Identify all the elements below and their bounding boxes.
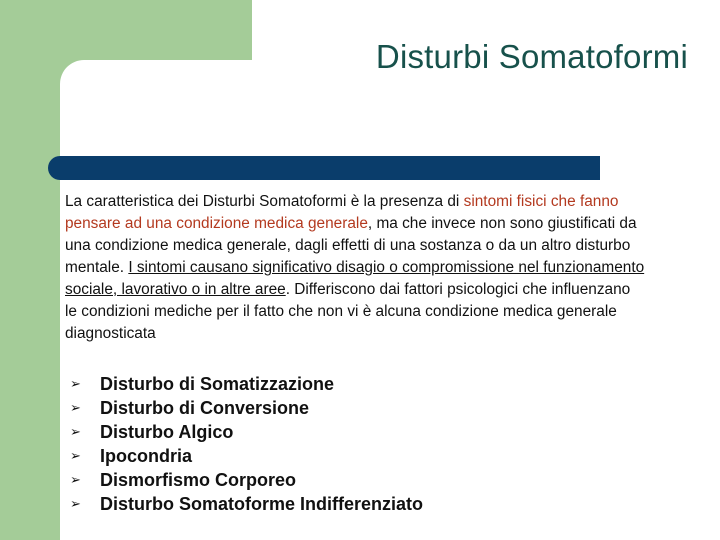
list-item — [70, 396, 423, 420]
list-item-label: Ipocondria — [100, 445, 193, 466]
paragraph-text-1: La caratteristica dei Disturbi Somatoformi è la presenza di — [65, 193, 464, 210]
list-item-label: Dismorfismo Corporeo — [100, 469, 297, 490]
list-item-label: Disturbo di Conversione — [100, 397, 310, 418]
body-paragraph — [65, 191, 645, 345]
title-divider-bar — [48, 156, 600, 180]
paragraph-underlined: I sintomi causano significativo disagio o compromissione nel funzionamento sociale, lavorativo o in altre aree — [65, 259, 645, 298]
arrow-bullet-icon: ➢ — [70, 472, 81, 487]
list-item — [70, 372, 423, 396]
paragraph-text-2: , ma che invece non sono giustificati da una condizione medica generale, dagli effetti di una sostanza o da un altro disturbo mentale. — [65, 215, 637, 276]
arrow-bullet-icon: ➢ — [70, 376, 81, 391]
list-item — [70, 420, 423, 444]
paragraph-text-3: . Differiscono dai fattori psicologici che influenzano le condizioni mediche per il fatto che non vi è alcuna condizione medica generale diagnosticata — [65, 281, 631, 342]
list-item — [70, 444, 423, 468]
slide-title: Disturbi Somatoformi — [375, 38, 688, 75]
list-item — [70, 468, 423, 492]
paragraph-highlight: sintomi fisici che fanno pensare ad una condizione medica generale — [65, 193, 619, 232]
list-item — [70, 492, 423, 516]
arrow-bullet-icon: ➢ — [70, 448, 81, 463]
list-item-label: Disturbo Algico — [100, 421, 234, 442]
list-item-label: Disturbo di Somatizzazione — [100, 373, 335, 394]
arrow-bullet-icon: ➢ — [70, 424, 81, 439]
list-item-label: Disturbo Somatoforme Indifferenziato — [100, 493, 424, 514]
arrow-bullet-icon: ➢ — [70, 400, 81, 415]
arrow-bullet-icon: ➢ — [70, 496, 81, 511]
disorder-list — [70, 372, 423, 516]
